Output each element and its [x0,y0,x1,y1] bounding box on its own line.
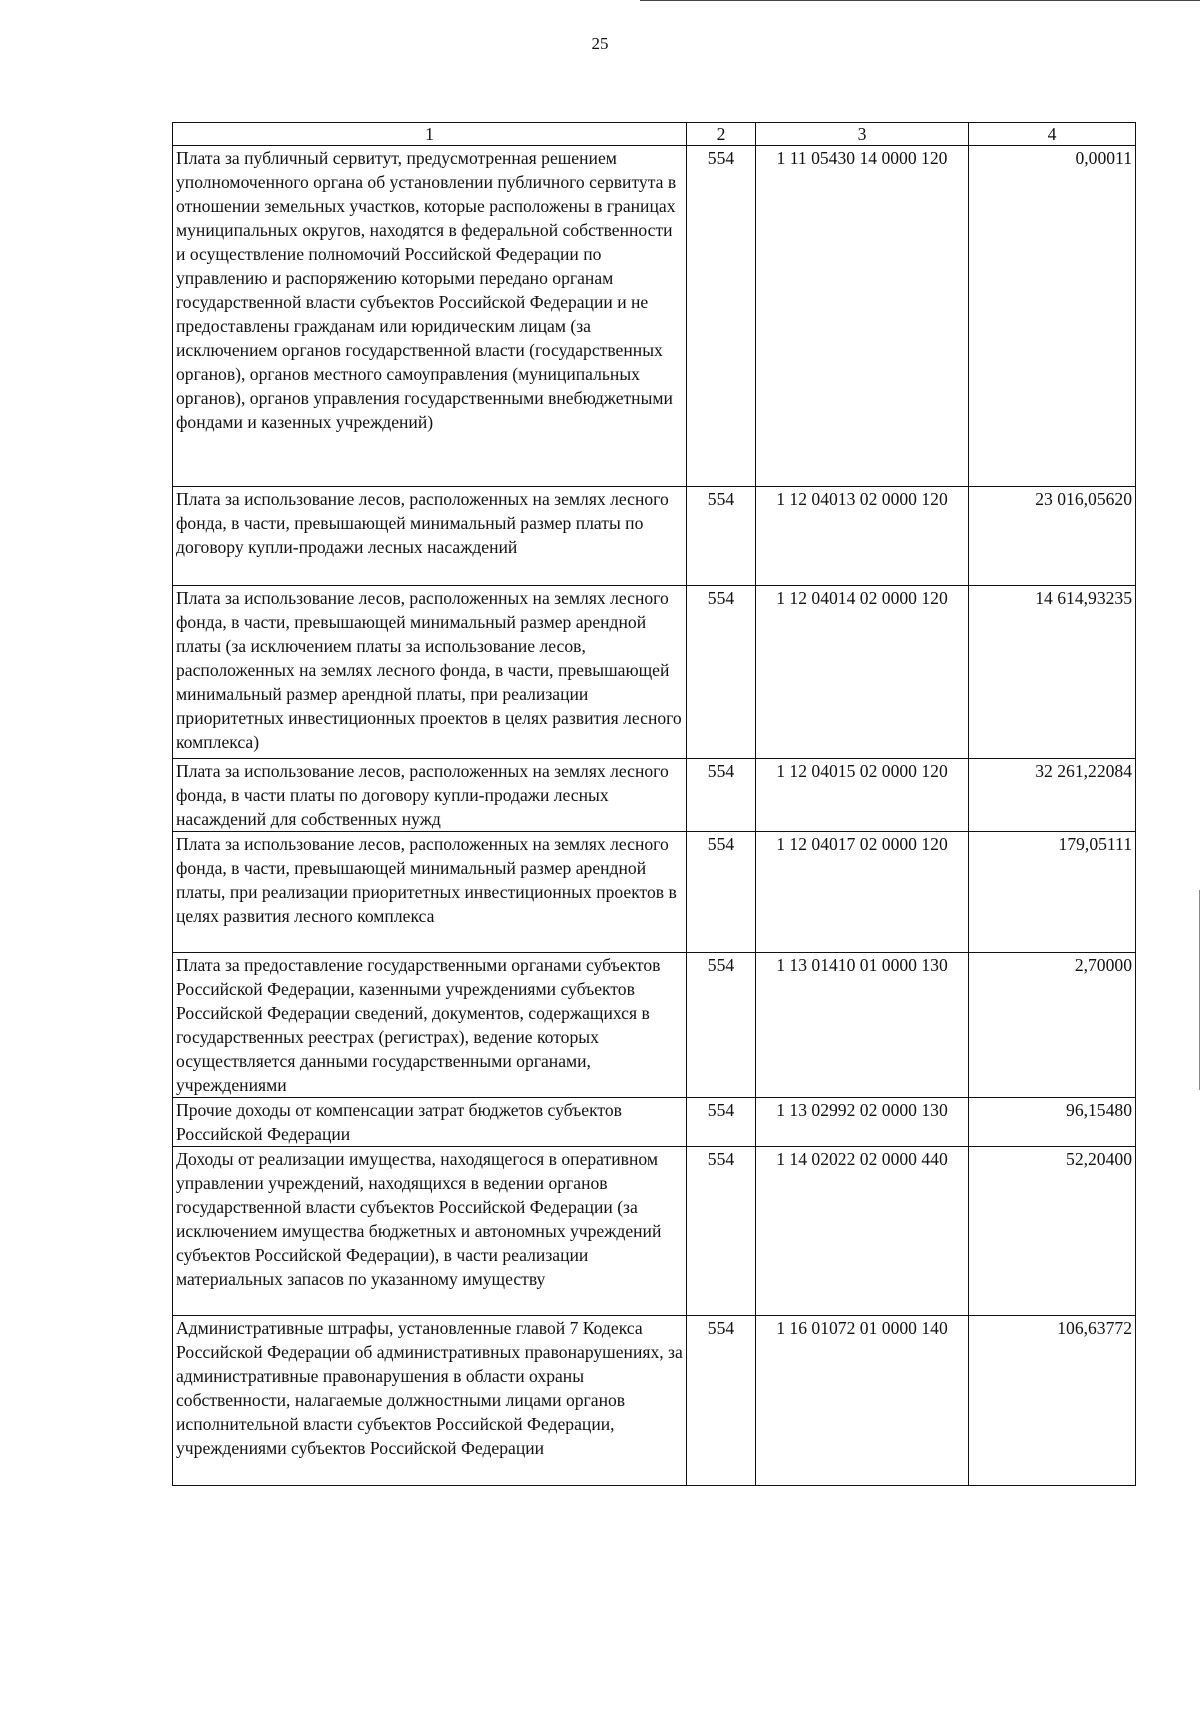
amount: 106,63772 [969,1316,1136,1486]
income-name: Плата за использование лесов, расположенных на землях лесного фонда, в части, превышающей минимальный размер арендной платы, при реализации приоритетных инвестиционных проектов в целях развития лесного комплекса [173,832,687,953]
column-header-1: 1 [173,123,687,146]
admin-code: 554 [687,146,756,487]
table-row [173,586,1136,759]
admin-code: 554 [687,1316,756,1486]
income-name: Плата за использование лесов, расположенных на землях лесного фонда, в части, превышающей минимальный размер платы по договору купли-продажи лесных насаждений [173,487,687,586]
income-name: Плата за публичный сервитут, предусмотренная решением уполномоченного органа об установлении публичного сервитута в отношении земельных участков, которые расположены в границах муниципальных округов, находятся в федеральной собственности и осуществление полномочий Российской Федерации по управлению и распоряжению которыми передано органам государственной власти субъектов Российской Федерации и не предоставлены гражданам или юридическим лицам (за исключением органов государственной власти (государственных органов), органов местного самоуправления (муниципальных органов), органов управления государственными внебюджетными фондами и казенных учреждений) [173,146,687,487]
budget-classification-code: 1 16 01072 01 0000 140 [756,1316,969,1486]
top-scan-rule [640,0,1200,1]
table-row [173,832,1136,953]
table-row [173,1098,1136,1147]
amount: 32 261,22084 [969,759,1136,832]
table-row [173,1316,1136,1486]
budget-classification-code: 1 12 04014 02 0000 120 [756,586,969,759]
revenue-table [172,122,1136,1486]
admin-code: 554 [687,1147,756,1316]
income-name: Плата за использование лесов, расположенных на землях лесного фонда, в части, превышающей минимальный размер арендной платы (за исключением платы за использование лесов, расположенных на землях лесного фонда, в части, превышающей минимальный размер арендной платы, при реализации приоритетных инвестиционных проектов в целях развития лесного комплекса) [173,586,687,759]
amount: 23 016,05620 [969,487,1136,586]
page-number: 25 [591,34,609,53]
budget-classification-code: 1 12 04017 02 0000 120 [756,832,969,953]
budget-classification-code: 1 13 02992 02 0000 130 [756,1098,969,1147]
admin-code: 554 [687,1098,756,1147]
amount: 14 614,93235 [969,586,1136,759]
admin-code: 554 [687,586,756,759]
header-row [173,123,1136,146]
amount: 0,00011 [969,146,1136,487]
income-name: Плата за предоставление государственными органами субъектов Российской Федерации, казенными учреждениями субъектов Российской Федерации сведений, документов, содержащихся в государственных реестрах (регистрах), ведение которых осуществляется данными государственными органами, учреждениями [173,953,687,1098]
admin-code: 554 [687,759,756,832]
budget-classification-code: 1 14 02022 02 0000 440 [756,1147,969,1316]
amount: 96,15480 [969,1098,1136,1147]
table-row [173,953,1136,1098]
column-header-4: 4 [969,123,1136,146]
table-row [173,146,1136,487]
admin-code: 554 [687,953,756,1098]
column-header-2: 2 [687,123,756,146]
income-name: Прочие доходы от компенсации затрат бюджетов субъектов Российской Федерации [173,1098,687,1147]
table-row [173,759,1136,832]
income-name: Плата за использование лесов, расположенных на землях лесного фонда, в части платы по договору купли-продажи лесных насаждений для собственных нужд [173,759,687,832]
admin-code: 554 [687,832,756,953]
table-row [173,487,1136,586]
budget-classification-code: 1 12 04013 02 0000 120 [756,487,969,586]
income-name: Административные штрафы, установленные главой 7 Кодекса Российской Федерации об административных правонарушениях, за административные правонарушения в области охраны собственности, налагаемые должностными лицами органов исполнительной власти субъектов Российской Федерации, учреждениями субъектов Российской Федерации [173,1316,687,1486]
table-row [173,1147,1136,1316]
column-header-3: 3 [756,123,969,146]
budget-classification-code: 1 13 01410 01 0000 130 [756,953,969,1098]
income-name: Доходы от реализации имущества, находящегося в оперативном управлении учреждений, находящихся в ведении органов государственной власти субъектов Российской Федерации (за исключением имущества бюджетных и автономных учреждений субъектов Российской Федерации), в части реализации материальных запасов по указанному имуществу [173,1147,687,1316]
admin-code: 554 [687,487,756,586]
budget-classification-code: 1 12 04015 02 0000 120 [756,759,969,832]
budget-classification-code: 1 11 05430 14 0000 120 [756,146,969,487]
amount: 52,20400 [969,1147,1136,1316]
amount: 2,70000 [969,953,1136,1098]
amount: 179,05111 [969,832,1136,953]
